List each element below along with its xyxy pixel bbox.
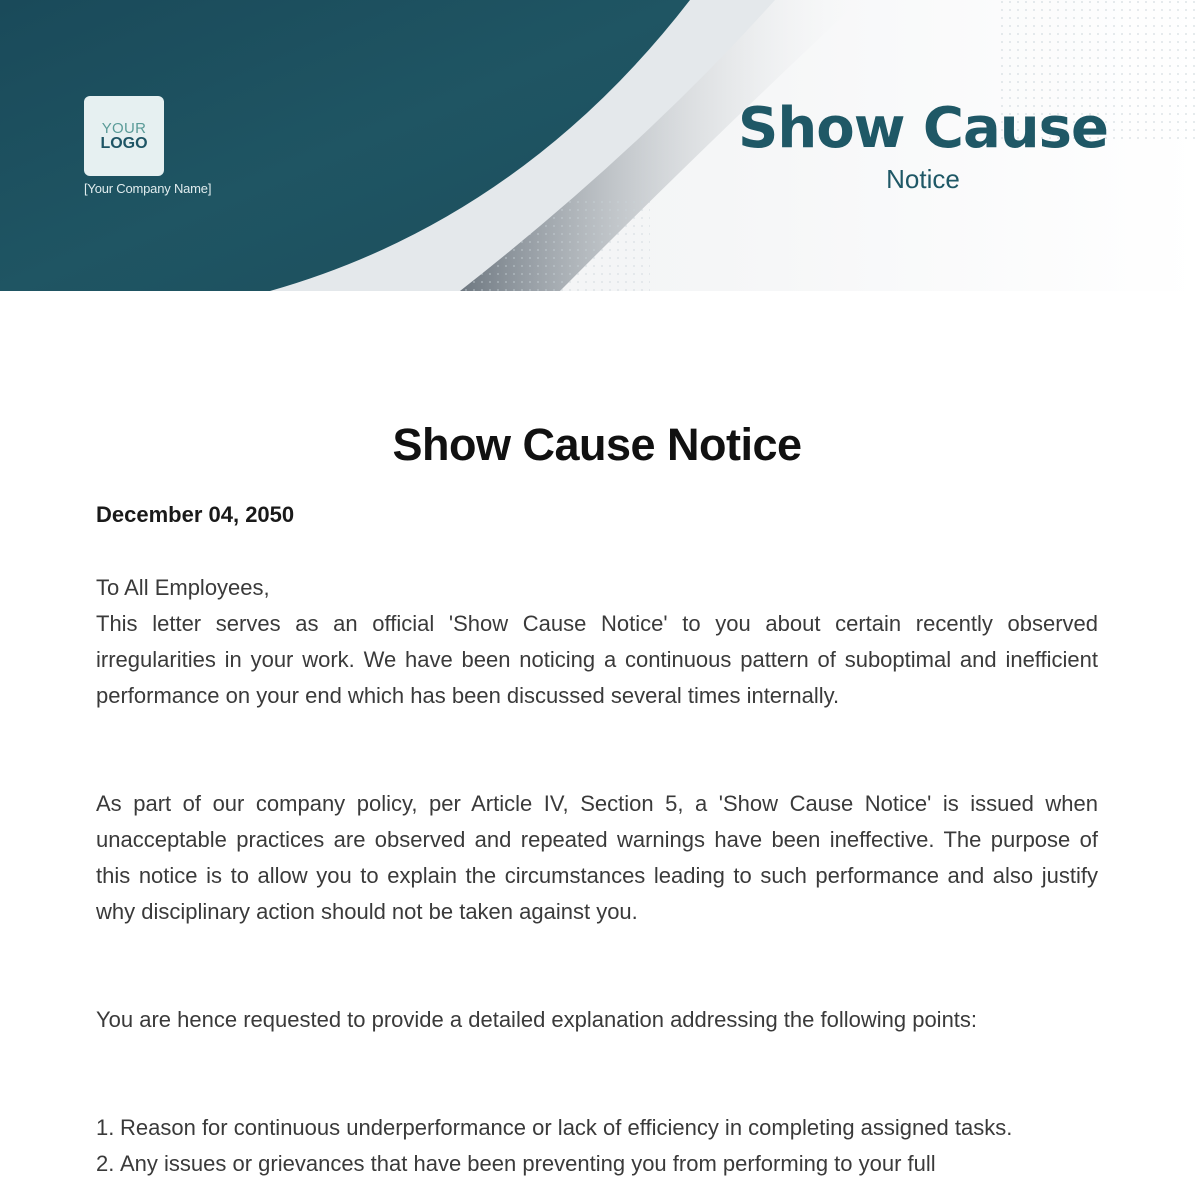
logo-text-logo: LOGO bbox=[100, 134, 148, 152]
paragraph-request: You are hence requested to provide a detailed explanation addressing the following points: bbox=[96, 1007, 978, 1032]
header-banner bbox=[0, 0, 1200, 291]
company-name: [Your Company Name] bbox=[84, 181, 212, 196]
list-item-number: 1. bbox=[96, 1115, 115, 1140]
list-item-text: Reason for continuous underperformance or lack of efficiency in completing assigned tasks. bbox=[120, 1115, 1013, 1140]
list-item-number: 2. bbox=[96, 1151, 115, 1176]
paragraph-policy: As part of our company policy, per Article IV, Section 5, a 'Show Cause Notice' is issued when unacceptable practices are observed and repeated warnings have been ineffective. The purpose of this notice is to allow you to explain the circumstances leading to such performance and also justify why disciplinary action should not be taken against you. bbox=[96, 791, 1098, 924]
banner-subtitle: Notice bbox=[886, 164, 960, 194]
company-logo-placeholder bbox=[84, 96, 164, 176]
document-title: Show Cause Notice bbox=[392, 419, 802, 470]
list-item bbox=[96, 1146, 1074, 1182]
list-item bbox=[96, 1110, 1074, 1146]
list-item-text: Any issues or grievances that have been preventing you from performing to your full bbox=[120, 1151, 936, 1176]
paragraph-intro: This letter serves as an official 'Show Cause Notice' to you about certain recently observed irregularities in your work. We have been noticing a continuous pattern of suboptimal and inefficient performance on your end which has been discussed several times internally. bbox=[96, 611, 1098, 708]
points-list bbox=[96, 1110, 1098, 1182]
salutation: To All Employees, bbox=[96, 575, 270, 600]
banner-title: Show Cause bbox=[738, 96, 1108, 161]
logo-text-your: YOUR bbox=[101, 119, 147, 137]
document-date: December 04, 2050 bbox=[96, 502, 295, 527]
